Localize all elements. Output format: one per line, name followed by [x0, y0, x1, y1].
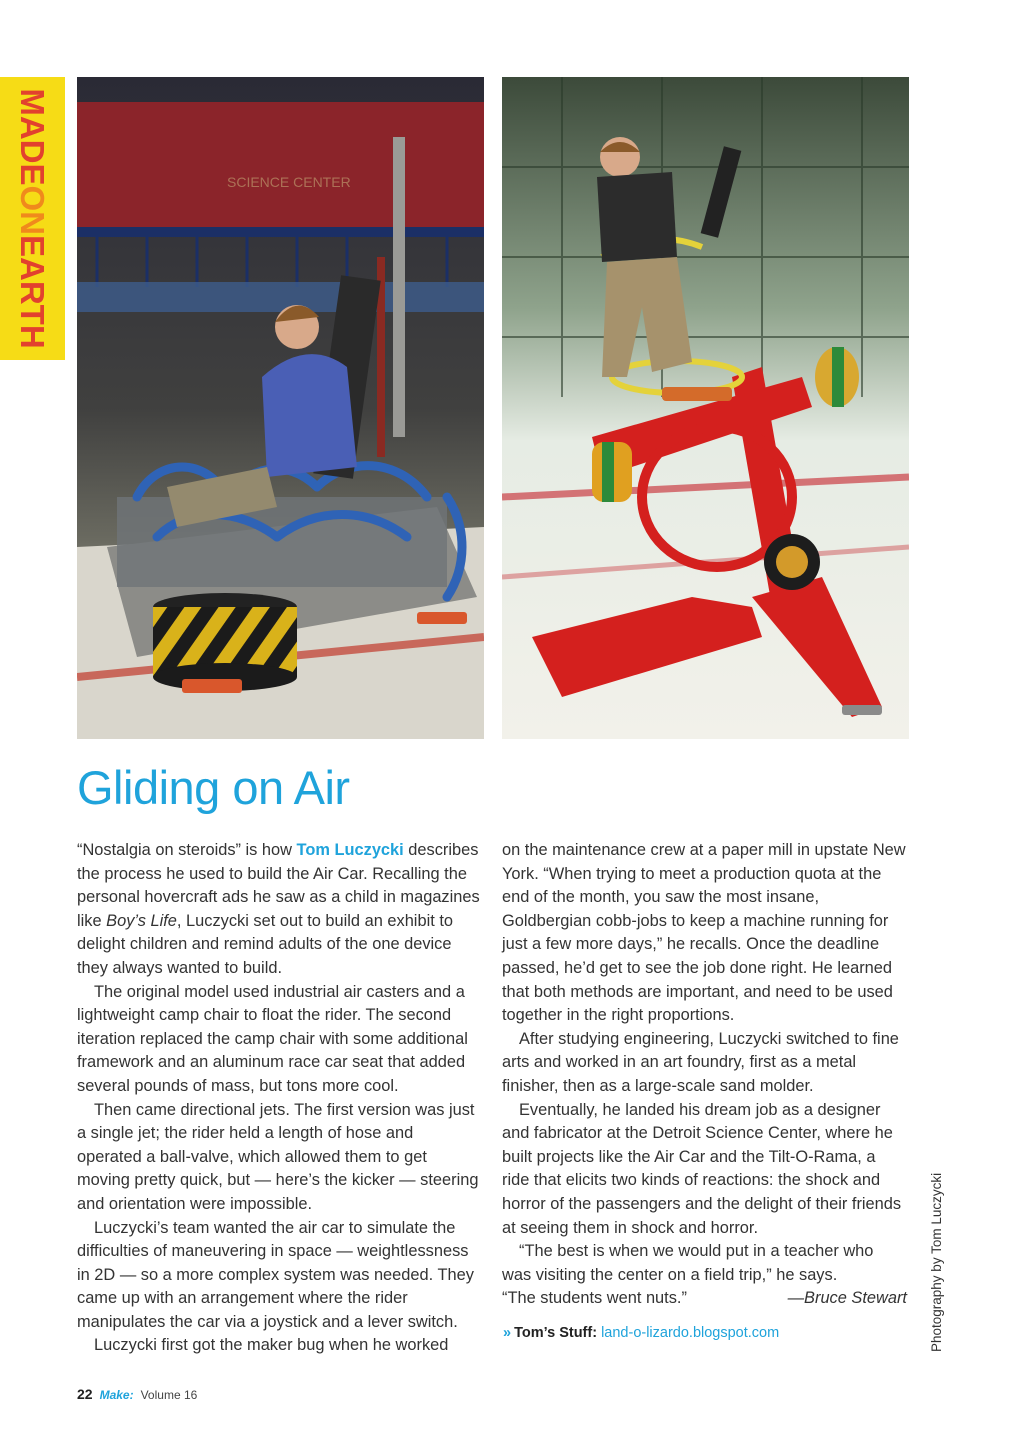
volume-label: Volume 16: [140, 1388, 198, 1402]
p1-text-c: , Luczycki set out to build an exhibit to delight children and remind adults of the one device they always wanted to build.: [77, 911, 453, 977]
article-paragraph: After studying engineering, Luczycki switched to fine arts and worked in an art foundry, first as a metal finisher, then as a large-scale sand molder.: [502, 1029, 899, 1095]
magazine-title: Boy’s Life: [106, 911, 177, 930]
closing-quote: “The students went nuts.”: [502, 1289, 687, 1308]
subject-name: Tom Luczycki: [296, 841, 404, 859]
article-paragraph: Luczycki’s team wanted the air car to simulate the difficulties of maneuvering in space — weightlessness in 2D — so a more complex system was needed. They came up with an arrangement where the rider manipulates the car via a joystick and a lever switch.: [77, 1218, 474, 1331]
photo-credit: Photography by Tom Luczycki: [929, 1172, 944, 1352]
photo-wall-sign: SCIENCE CENTER: [227, 174, 351, 190]
article-paragraph: on the maintenance crew at a paper mill in upstate New York. “When trying to meet a production quota at the end of the month, you saw the most insane, Goldbergian cobb-jobs to keep a machine running for just a few more days,” he recalls. Once the deadline passed, he’d get to see the job done right. He learned that both methods are important, and need to be used together in the right proportions.: [502, 841, 906, 1025]
article-column-left: [77, 839, 482, 1358]
toms-stuff-link[interactable]: land-o-lizardo.blogspot.com: [601, 1325, 780, 1341]
toms-stuff: [503, 1325, 779, 1341]
p1-text-a: “Nostalgia on steroids” is how: [77, 841, 297, 859]
section-title-made: MADE: [14, 88, 52, 186]
article-paragraph: [77, 839, 482, 981]
article-paragraph: Eventually, he landed his dream job as a designer and fabricator at the Detroit Science Center, where he built projects like the Air Car and the Tilt-O-Rama, a ride that elicits two kinds of reactions: the shock and horror of the passengers and the delight of their friends at seeing them in shock and horror.: [502, 1100, 902, 1237]
closing-line: [502, 1287, 907, 1311]
article-column-right: [502, 839, 907, 1311]
author-signature: —Bruce Stewart: [787, 1289, 907, 1308]
section-tab: [0, 77, 65, 360]
photo-tilt-o-rama: [502, 77, 909, 739]
magazine-brand: Make:: [99, 1388, 134, 1402]
page-footer: [77, 1386, 197, 1402]
section-title-earth: EARTH: [14, 235, 52, 349]
double-chevron-right-icon: »: [503, 1325, 512, 1341]
article-paragraph: The original model used industrial air casters and a lightweight camp chair to float the rider. The second iteration replaced the camp chair with some additional framework and an aluminum race car seat that added several pounds of mass, but tons more cool.: [77, 982, 468, 1095]
photo-air-car: [77, 77, 484, 739]
page-number: 22: [77, 1386, 93, 1402]
toms-stuff-label: Tom’s Stuff:: [514, 1325, 598, 1341]
section-title-on: ON: [14, 185, 52, 235]
article-headline: Gliding on Air: [77, 761, 350, 814]
article-paragraph: Luczycki first got the maker bug when he worked: [94, 1336, 449, 1355]
section-title: [0, 77, 65, 360]
p1-text-b: describes the process he used to build the Air Car. Recalling the personal hovercraft ads he saw as a child in magazines like: [77, 841, 480, 930]
article-paragraph: Then came directional jets. The first version was just a single jet; the rider held a length of hose and operated a ball-valve, which allowed them to get moving pretty quick, but — here’s the kicker — steering and orientation were impossible.: [77, 1100, 479, 1213]
article-paragraph: “The best is when we would put in a teacher who was visiting the center on a field trip,” he says.: [502, 1242, 874, 1284]
